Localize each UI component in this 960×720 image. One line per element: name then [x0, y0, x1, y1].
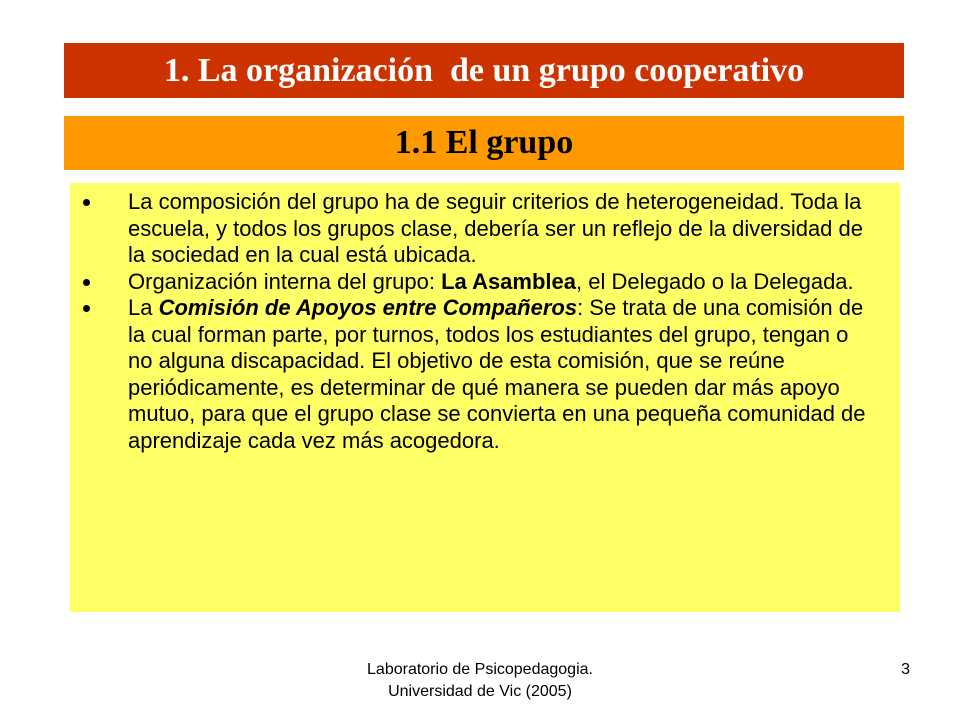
footer — [300, 659, 660, 703]
page-number: 3 — [901, 661, 910, 678]
bullet-dot-icon — [83, 279, 90, 286]
bullet-item-composition — [70, 189, 878, 269]
footer-line-2: Universidad de Vic (2005) — [388, 683, 572, 700]
section-subtitle — [64, 116, 904, 170]
bullet-dot-icon — [83, 199, 90, 206]
footer-line-1: Laboratorio de Psicopedagogia. — [367, 661, 593, 678]
bullet-text-bold: La Asamblea — [441, 268, 577, 294]
bullet-dot-icon — [83, 305, 90, 312]
bullet-item-commission — [70, 295, 878, 454]
slide-title-text: 1. La organización de un grupo cooperativo — [163, 51, 805, 89]
section-subtitle-text: 1.1 El grupo — [394, 124, 574, 161]
slide-title — [64, 43, 904, 98]
content-box — [70, 183, 900, 612]
bullet-text: La composición del grupo ha de seguir criterios de heterogeneidad. Toda la escuela, y todos los grupos clase, debería ser un reflejo de la diversidad de la sociedad en la cual está ubicada. — [128, 189, 863, 267]
bullet-text-pre: La — [128, 295, 159, 320]
bullet-text-post: : Se trata de una comisión de la cual forman parte, por turnos, todos los estudiantes del grupo, tengan o no alguna discapacidad. El objetivo de esta comisión, que se reúne periódicamente, es determinar de qué manera se pueden dar más apoyo mutuo, para que el grupo clase se convierta en una pequeña comunidad de aprendizaje cada vez más acogedora. — [128, 295, 866, 453]
bullet-text-pre: Organización interna del grupo: — [128, 268, 442, 294]
bullet-item-organization — [70, 269, 878, 296]
bullet-list — [70, 189, 878, 454]
bullet-text-bold-italic: Comisión de Apoyos entre Compañeros — [158, 295, 578, 320]
bullet-text-post: , el Delegado o la Delegada. — [576, 268, 854, 294]
